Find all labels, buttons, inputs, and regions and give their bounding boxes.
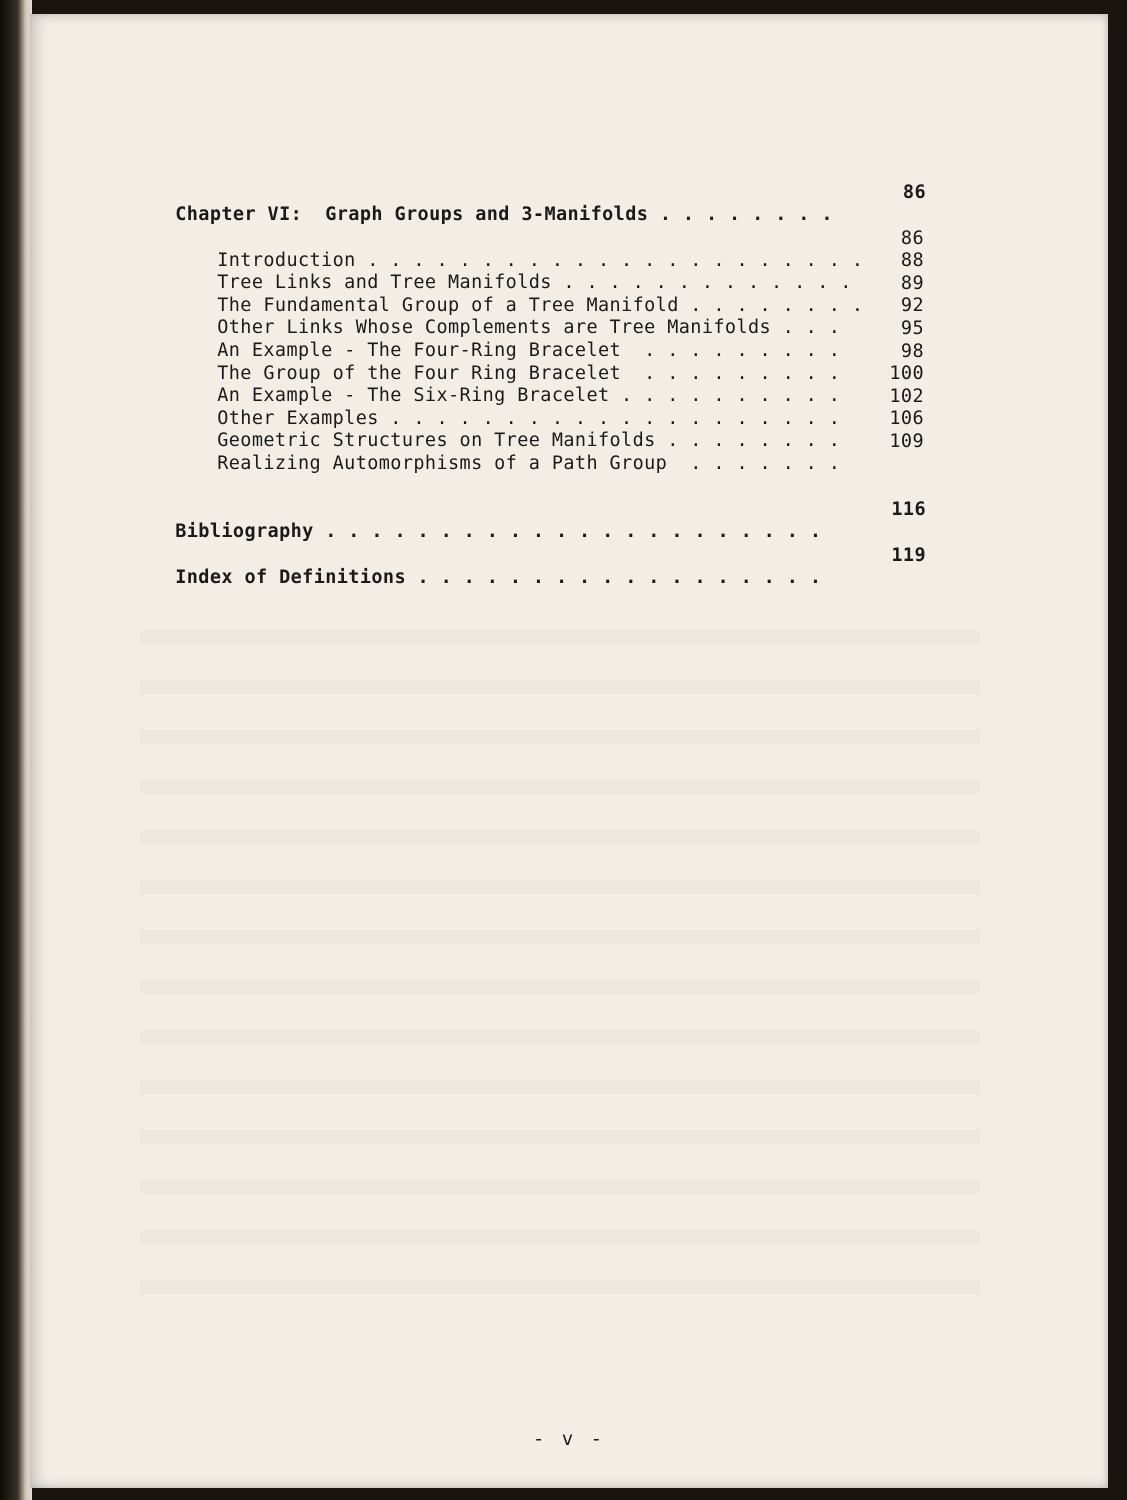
toc-section-title: Realizing Automorphisms of a Path Group . . . . . . . [217, 453, 841, 474]
toc-section-title: Tree Links and Tree Manifolds . . . . . . . . . . . . . [217, 272, 852, 293]
toc-section-title: Introduction . . . . . . . . . . . . . . . . . . . . . . [217, 250, 864, 271]
toc-section-page: 100 [889, 363, 924, 384]
page-number: - v - [532, 1428, 606, 1450]
book-spine-edge [0, 0, 32, 1500]
toc-bibliography-title: Bibliography . . . . . . . . . . . . . . . . . . . . . . [175, 521, 822, 542]
toc-section-page: 98 [900, 341, 924, 362]
toc-section-page: 88 [900, 250, 924, 271]
toc-section-title: An Example - The Four-Ring Bracelet . . . . . . . . . [217, 340, 841, 361]
toc-bibliography-page: 116 [891, 499, 926, 520]
table-of-contents [30, 14, 1108, 1488]
toc-chapter-title: Chapter VI: Graph Groups and 3-Manifolds . . . . . . . . [175, 204, 833, 225]
toc-index-page: 119 [891, 545, 926, 566]
toc-section-page: 106 [889, 408, 924, 429]
toc-section-page: 102 [889, 386, 924, 407]
toc-index-entry [106, 545, 926, 633]
toc-section-title: An Example - The Six-Ring Bracelet . . . . . . . . . . [217, 385, 841, 406]
toc-section-title: The Group of the Four Ring Bracelet . . . . . . . . . [217, 363, 841, 384]
document-page [30, 14, 1108, 1488]
toc-section-page: 92 [900, 295, 924, 316]
toc-index-title: Index of Definitions . . . . . . . . . . . . . . . . . . [175, 567, 822, 588]
toc-section-title: Other Links Whose Complements are Tree Manifolds . . . [217, 317, 841, 338]
toc-section-title: Geometric Structures on Tree Manifolds . . . . . . . . [217, 430, 841, 451]
toc-section-title: Other Examples . . . . . . . . . . . . . . . . . . . . [217, 408, 841, 429]
toc-section-page: 86 [900, 228, 924, 249]
toc-section-page: 89 [900, 273, 924, 294]
toc-section-page: 109 [889, 431, 924, 452]
toc-section-page: 95 [900, 318, 924, 339]
toc-section-title: The Fundamental Group of a Tree Manifold . . . . . . . . [217, 295, 864, 316]
toc-chapter-page: 86 [902, 182, 926, 203]
